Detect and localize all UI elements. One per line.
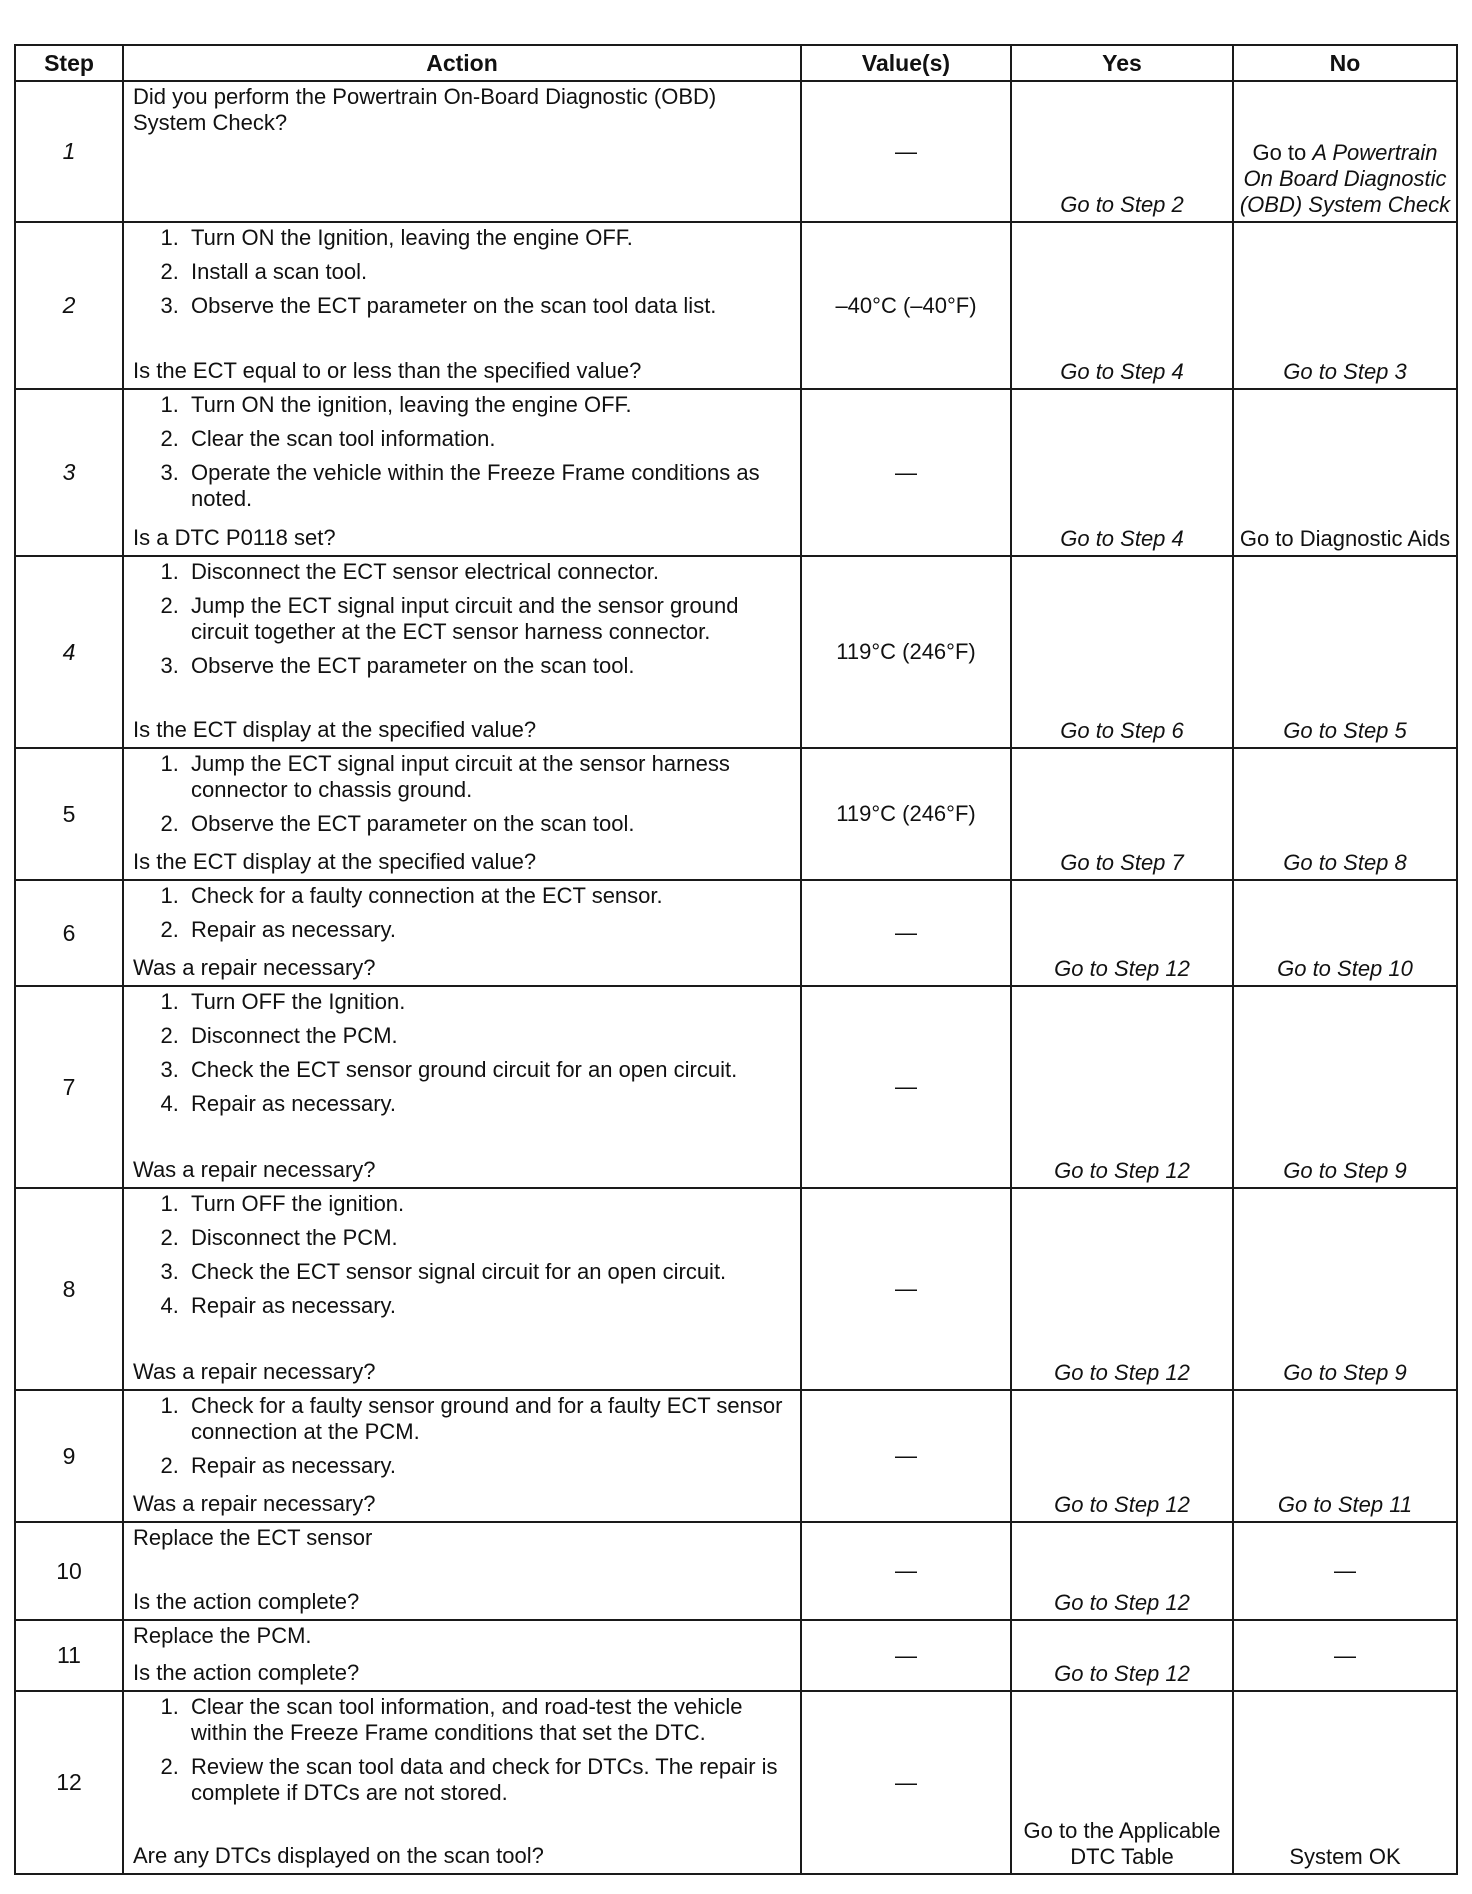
no-cell [1233,1620,1457,1691]
no-result: Go to Step 9 [1283,1158,1407,1183]
action-intro: Replace the ECT sensor [133,1525,373,1550]
no-cell [1233,880,1457,986]
action-question: Is a DTC P0118 set? [133,525,336,550]
table-row [15,1691,1457,1874]
action-cell [123,1522,801,1620]
step-number: 11 [15,1620,123,1691]
no-cell [1233,556,1457,748]
action-steps-list [133,883,794,943]
no-result: System OK [1289,1844,1401,1869]
value-cell: — [801,880,1011,986]
action-step-item: 1. Check for a faulty sensor ground and for a faulty ECT sensor connection at the PCM. [185,1393,794,1445]
action-question: Are any DTCs displayed on the scan tool? [133,1843,544,1868]
yes-result: Go to Step 4 [1060,526,1184,551]
value-cell: –40°C (–40°F) [801,222,1011,389]
action-cell [123,880,801,986]
action-cell [123,222,801,389]
action-question: Is the ECT display at the specified value? [133,717,537,742]
no-result: Go to Step 5 [1283,718,1407,743]
table-row [15,1390,1457,1522]
yes-cell [1011,1620,1233,1691]
action-step-item: 1. Turn ON the ignition, leaving the engine OFF. [185,392,794,418]
table-row [15,986,1457,1188]
action-question: Was a repair necessary? [133,955,376,980]
yes-cell [1011,81,1233,222]
action-step-item: 4. Repair as necessary. [185,1293,794,1319]
action-steps-list [133,559,794,679]
action-cell [123,1188,801,1390]
action-question: Was a repair necessary? [133,1491,376,1516]
no-result: — [1334,1642,1356,1668]
action-cell [123,556,801,748]
yes-cell [1011,1691,1233,1874]
step-number: 10 [15,1522,123,1620]
action-cell [123,1691,801,1874]
action-step-item: 2. Review the scan tool data and check for DTCs. The repair is complete if DTCs are not stored. [185,1754,794,1806]
action-cell [123,389,801,556]
step-number: 5 [15,748,123,880]
action-step-item: 1. Disconnect the ECT sensor electrical connector. [185,559,794,585]
yes-cell [1011,1188,1233,1390]
yes-result: Go to Step 12 [1054,1492,1190,1517]
no-result: Go to Step 9 [1283,1360,1407,1385]
action-step-item: 4. Repair as necessary. [185,1091,794,1117]
header-action: Action [123,45,801,81]
table-row [15,1188,1457,1390]
step-number: 2 [15,222,123,389]
header-step: Step [15,45,123,81]
table-row [15,81,1457,222]
action-step-item: 2. Repair as necessary. [185,1453,794,1479]
action-step-item: 2. Install a scan tool. [185,259,794,285]
action-question: Was a repair necessary? [133,1157,376,1182]
no-result: Go to Diagnostic Aids [1239,526,1451,551]
table-row [15,389,1457,556]
table-body [15,81,1457,1874]
yes-result: Go to Step 12 [1054,1360,1190,1385]
yes-cell [1011,880,1233,986]
step-number: 7 [15,986,123,1188]
table-row [15,1620,1457,1691]
action-steps-list [133,392,794,512]
no-cell [1233,1390,1457,1522]
yes-cell [1011,1390,1233,1522]
action-question: Is the action complete? [133,1660,360,1685]
action-step-item: 3. Check the ECT sensor signal circuit for an open circuit. [185,1259,794,1285]
action-step-item: 1. Jump the ECT signal input circuit at the sensor harness connector to chassis ground. [185,751,794,803]
action-steps-list [133,751,794,837]
action-question: Was a repair necessary? [133,1359,376,1384]
action-intro: Did you perform the Powertrain On-Board Diagnostic (OBD) System Check? [133,84,717,135]
table-row [15,556,1457,748]
action-question: Is the ECT equal to or less than the specified value? [133,358,642,383]
action-cell [123,1620,801,1691]
yes-cell [1011,1522,1233,1620]
action-steps-list [133,1694,794,1806]
action-steps-list [133,225,794,319]
table-row [15,222,1457,389]
table-row [15,1522,1457,1620]
value-cell: — [801,389,1011,556]
step-number: 4 [15,556,123,748]
value-cell: — [801,986,1011,1188]
header-yes: Yes [1011,45,1233,81]
action-step-item: 1. Check for a faulty connection at the ECT sensor. [185,883,794,909]
action-steps-list [133,1191,794,1319]
table-row [15,880,1457,986]
step-number: 8 [15,1188,123,1390]
action-question: Is the action complete? [133,1589,360,1614]
no-result: Go to Step 11 [1277,1492,1413,1517]
action-cell [123,1390,801,1522]
action-step-item: 1. Clear the scan tool information, and road-test the vehicle within the Freeze Frame conditions that set the DTC. [185,1694,794,1746]
step-number: 9 [15,1390,123,1522]
no-cell [1233,389,1457,556]
action-step-item: 2. Jump the ECT signal input circuit and the sensor ground circuit together at the ECT sensor harness connector. [185,593,794,645]
action-step-item: 3. Observe the ECT parameter on the scan tool data list. [185,293,794,319]
action-cell [123,986,801,1188]
action-steps-list [133,989,794,1117]
step-number: 6 [15,880,123,986]
value-cell: 119°C (246°F) [801,556,1011,748]
header-values: Value(s) [801,45,1011,81]
no-cell [1233,81,1457,222]
no-result: Go to Step 8 [1283,850,1407,875]
yes-result: Go to Step 12 [1054,1158,1190,1183]
yes-result: Go to Step 7 [1060,850,1184,875]
value-cell: — [801,1522,1011,1620]
no-result-link: A Powertrain On Board Diagnostic (OBD) System Check [1239,140,1451,217]
header-no: No [1233,45,1457,81]
action-cell [123,748,801,880]
header-row [15,45,1457,81]
action-steps-list [133,1393,794,1479]
action-cell [123,81,801,222]
action-step-item: 2. Observe the ECT parameter on the scan tool. [185,811,794,837]
no-cell [1233,986,1457,1188]
yes-result: Go to Step 4 [1060,359,1184,384]
action-step-item: 1. Turn OFF the ignition. [185,1191,794,1217]
action-step-item: 1. Turn OFF the Ignition. [185,989,794,1015]
action-step-item: 2. Clear the scan tool information. [185,426,794,452]
no-cell [1233,1188,1457,1390]
value-cell: — [801,1188,1011,1390]
action-step-item: 3. Observe the ECT parameter on the scan tool. [185,653,794,679]
yes-result: Go to the Applicable DTC Table [1023,1818,1221,1869]
no-cell [1233,1522,1457,1620]
action-step-item: 1. Turn ON the Ignition, leaving the engine OFF. [185,225,794,251]
yes-result: Go to Step 12 [1054,1661,1190,1686]
yes-result: Go to Step 12 [1054,1590,1190,1615]
yes-result: Go to Step 2 [1060,192,1184,217]
no-cell [1233,222,1457,389]
no-result: Go to Step 10 [1277,956,1413,981]
value-cell: — [801,1691,1011,1874]
value-cell: 119°C (246°F) [801,748,1011,880]
no-cell [1233,1691,1457,1874]
no-result: — [1334,1558,1356,1583]
action-step-item: 3. Operate the vehicle within the Freeze Frame conditions as noted. [185,460,794,512]
yes-cell [1011,986,1233,1188]
yes-result: Go to Step 6 [1060,718,1184,743]
no-result: Go to Step 3 [1283,359,1407,384]
value-cell: — [801,1620,1011,1691]
no-cell [1233,748,1457,880]
action-step-item: 3. Check the ECT sensor ground circuit for an open circuit. [185,1057,794,1083]
yes-cell [1011,389,1233,556]
yes-cell [1011,222,1233,389]
no-result-prefix: Go to [1252,140,1307,165]
action-step-item: 2. Disconnect the PCM. [185,1023,794,1049]
yes-result: Go to Step 12 [1054,956,1190,981]
yes-cell [1011,556,1233,748]
step-number: 12 [15,1691,123,1874]
value-cell: — [801,81,1011,222]
step-number: 3 [15,389,123,556]
action-step-item: 2. Disconnect the PCM. [185,1225,794,1251]
diagnostic-table [14,44,1458,1875]
action-question: Is the ECT display at the specified value? [133,849,537,874]
yes-cell [1011,748,1233,880]
action-step-item: 2. Repair as necessary. [185,917,794,943]
action-intro: Replace the PCM. [133,1623,312,1648]
step-number: 1 [15,81,123,222]
value-cell: — [801,1390,1011,1522]
table-row [15,748,1457,880]
